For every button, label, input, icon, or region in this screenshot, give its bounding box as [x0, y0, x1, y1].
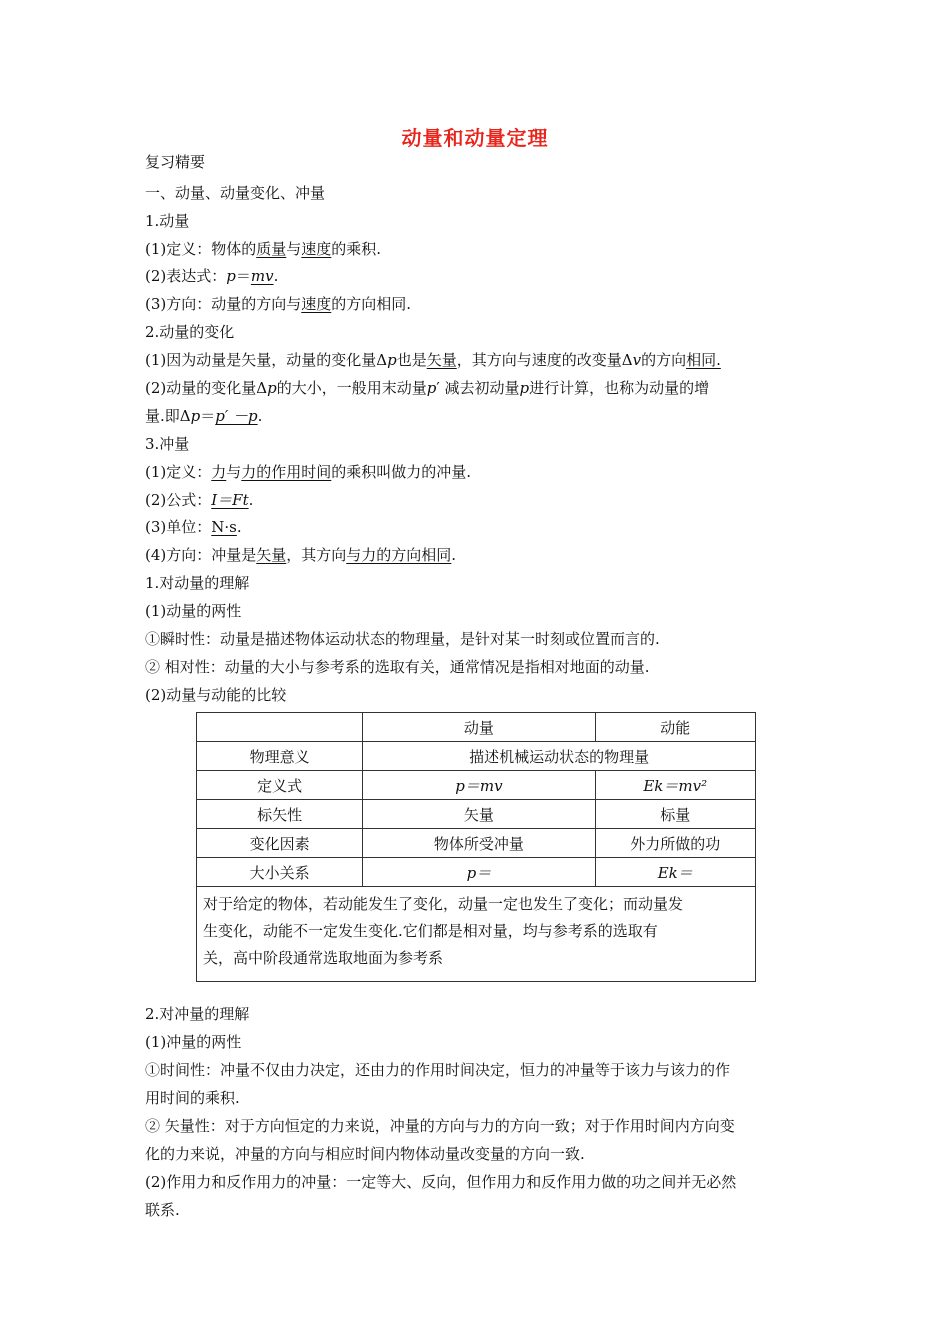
table-cell: 定义式: [197, 771, 363, 800]
underlined-term: 质量: [256, 240, 287, 258]
review-heading: 复习精要: [145, 153, 206, 171]
table-row: [197, 858, 756, 887]
underlined-term: N·s: [211, 518, 237, 536]
momentum-heading: 1.动量: [145, 212, 190, 230]
table-cell: 动能: [595, 713, 756, 742]
action-reaction-line-1: (2)作用力和反作用力的冲量：一定等大、反向，但作用力和反作用力做的功之间并无必然: [145, 1173, 737, 1191]
change-heading: 2.动量的变化: [145, 323, 235, 341]
momentum-direction: (3)方向：动量的方向与速度的方向相同.: [145, 295, 412, 313]
table-header-row: [197, 713, 756, 742]
relativity-paragraph: ② 相对性：动量的大小与参考系的选取有关，通常情况是指相对地面的动量.: [145, 658, 650, 676]
momentum-definition: (1)定义：物体的质量与速度的乘积.: [145, 240, 382, 258]
table-row: [197, 742, 756, 771]
underlined-term: 与力的方向相同: [346, 546, 452, 564]
instantaneity-paragraph: ①瞬时性：动量是描述物体运动状态的物理量，是针对某一时刻或位置而言的.: [145, 630, 660, 648]
table-cell: 变化因素: [197, 829, 363, 858]
table-cell: 标量: [595, 800, 756, 829]
underlined-term: 力的作用时间: [241, 463, 332, 481]
impulse-unit: (3)单位：N·s.: [145, 518, 242, 536]
table-row: [197, 771, 756, 800]
change-line-3: 量.即Δp＝p′ －p.: [145, 407, 263, 425]
table-cell: 物理意义: [197, 742, 363, 771]
vector-property-line-2: 化的力来说，冲量的方向与相应时间内物体动量改变量的方向一致.: [145, 1145, 585, 1163]
time-property-line-2: 用时间的乘积.: [145, 1089, 240, 1107]
table-note-row: [197, 887, 756, 982]
table-row: [197, 829, 756, 858]
change-line-2: (2)动量的变化量Δp的大小，一般用末动量p′ 减去初动量p进行计算，也称为动量的增: [145, 379, 710, 397]
action-reaction-line-2: 联系.: [145, 1201, 180, 1219]
table-cell: p＝: [363, 858, 595, 887]
underlined-term: 矢量: [426, 351, 457, 369]
underlined-term: 速度: [301, 240, 332, 258]
impulse-formula: (2)公式：I＝Ft.: [145, 491, 254, 509]
table-row: [197, 800, 756, 829]
comparison-heading: (2)动量与动能的比较: [145, 686, 287, 704]
table-cell: Ek＝: [595, 858, 756, 887]
comparison-table: [196, 712, 756, 982]
change-line-1: (1)因为动量是矢量，动量的变化量Δp也是矢量，其方向与速度的改变量Δv的方向相同.: [145, 351, 721, 369]
table-cell: 外力所做的功: [595, 829, 756, 858]
underlined-term: 速度: [301, 295, 332, 313]
underlined-term: 相同.: [686, 351, 721, 369]
two-properties-heading: (1)动量的两性: [145, 602, 242, 620]
underlined-term: 力: [211, 463, 227, 481]
table-cell: 矢量: [363, 800, 595, 829]
impulse-definition: (1)定义：力与力的作用时间的乘积叫做力的冲量.: [145, 463, 472, 481]
table-cell: 动量: [363, 713, 595, 742]
impulse-direction: (4)方向：冲量是矢量，其方向与力的方向相同.: [145, 546, 457, 564]
understand-momentum-heading: 1.对动量的理解: [145, 574, 250, 592]
table-cell: Ek＝mv²: [595, 771, 756, 800]
impulse-two-properties-heading: (1)冲量的两性: [145, 1033, 242, 1051]
table-cell: 标矢性: [197, 800, 363, 829]
table-cell: p＝mv: [363, 771, 595, 800]
underlined-term: 矢量: [256, 546, 287, 564]
momentum-expression: (2)表达式：p＝mv.: [145, 267, 279, 285]
table-cell: 物体所受冲量: [363, 829, 595, 858]
table-cell: [197, 713, 363, 742]
underlined-term: I＝Ft: [211, 491, 249, 509]
time-property-line-1: ①时间性：冲量不仅由力决定，还由力的作用时间决定，恒力的冲量等于该力与该力的作: [145, 1061, 731, 1079]
table-note: 对于给定的物体，若动能发生了变化，动量一定也发生了变化；而动量发 生变化，动能不一定发生变化.它们都是相对量，均与参考系的选取有 关，高中阶段通常选取地面为参考系: [197, 887, 756, 982]
underlined-term: p′ －p: [215, 407, 258, 425]
page-title: 动量和动量定理: [401, 126, 549, 150]
underlined-term: mv: [250, 267, 274, 285]
understand-impulse-heading: 2.对冲量的理解: [145, 1005, 250, 1023]
table-cell: 大小关系: [197, 858, 363, 887]
section-heading: 一、动量、动量变化、冲量: [145, 184, 326, 202]
vector-property-line-1: ② 矢量性：对于方向恒定的力来说，冲量的方向与力的方向一致；对于作用时间内方向变: [145, 1117, 735, 1135]
table-cell: 描述机械运动状态的物理量: [363, 742, 756, 771]
impulse-heading: 3.冲量: [145, 435, 190, 453]
